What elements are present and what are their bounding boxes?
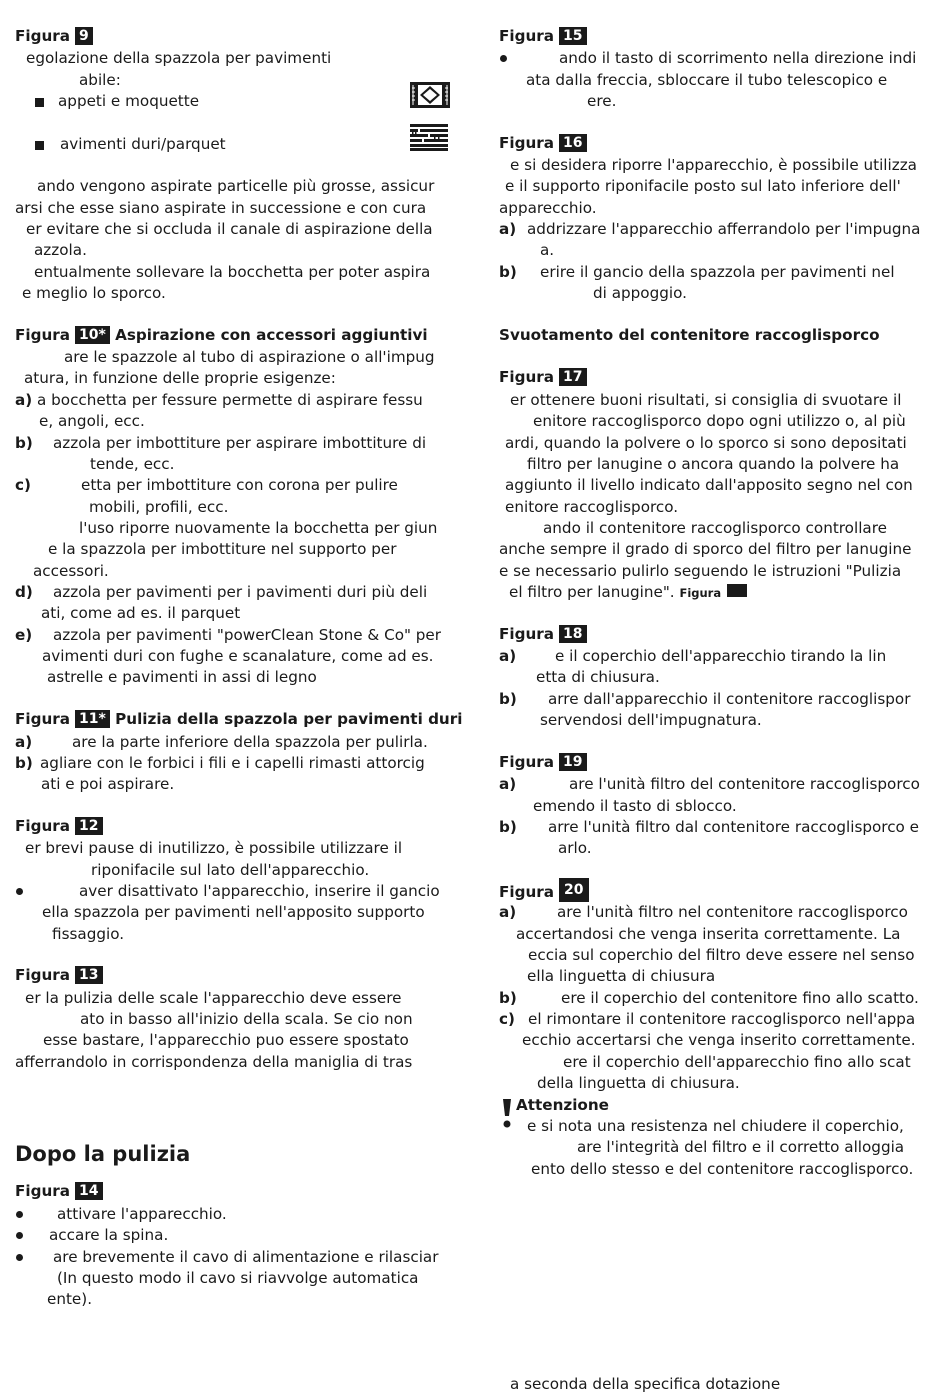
figure-reference: Figura	[679, 586, 722, 600]
bullet-square	[35, 141, 44, 150]
text-line: di appoggio.	[593, 284, 687, 302]
hardfloor-icon	[410, 124, 448, 151]
text-line: ando vengono aspirate particelle più grosse, assicur	[37, 177, 435, 195]
text-line: arlo.	[558, 839, 592, 857]
figure-number: 16	[559, 134, 586, 152]
text-line: della linguetta di chiusura.	[537, 1074, 740, 1092]
text-line: el filtro per lanugine". Figura	[509, 582, 747, 604]
text-line: fissaggio.	[52, 925, 125, 943]
text-line: are l'integrità del filtro e il corretto alloggia	[577, 1138, 905, 1156]
text-line: er la pulizia delle scale l'apparecchio deve essere	[25, 989, 402, 1007]
text-line: are l'unità filtro del contenitore raccoglisporco	[569, 775, 920, 793]
text-line: enitore raccoglisporco.	[505, 498, 679, 516]
text-line: azzola per imbottiture per aspirare imbottiture di	[53, 434, 427, 452]
text-line: e si nota una resistenza nel chiudere il coperchio,	[527, 1117, 904, 1135]
text-line: riponifacile sul lato dell'apparecchio.	[91, 861, 370, 879]
figure-number: 13	[75, 966, 102, 984]
text-line: agliare con le forbici i fili e i capelli rimasti attorcig	[40, 754, 425, 772]
text-line: e se necessario pulirlo seguendo le istruzioni "Pulizia	[499, 562, 902, 580]
text-line: e la spazzola per imbottiture nel supporto per	[48, 540, 397, 558]
text-line: ecchio accertarsi che venga inserito correttamente.	[522, 1031, 916, 1049]
text-line: ere il coperchio del contenitore fino allo scatto.	[561, 989, 919, 1007]
figure-20-heading: Figura 20	[499, 878, 589, 903]
text-line: ato in basso all'inizio della scala. Se cio non	[80, 1010, 413, 1028]
text-line: a bocchetta per fessure permette di aspirare fessu	[37, 391, 423, 409]
text-line: entualmente sollevare la bocchetta per poter aspira	[34, 263, 431, 281]
list-marker: a)	[499, 903, 517, 921]
text-line: ento dello stesso e del contenitore raccoglisporco.	[531, 1160, 914, 1178]
text-line: emendo il tasto di sblocco.	[533, 797, 737, 815]
subsection-heading: Svuotamento del contenitore raccoglisporco	[499, 326, 880, 344]
text-line: ella linguetta di chiusura	[527, 967, 716, 985]
text-line: er evitare che si occluda il canale di aspirazione della	[26, 220, 433, 238]
text-line: ardi, quando la polvere o lo sporco si sono depositati	[505, 434, 907, 452]
bullet-dot	[16, 1254, 23, 1261]
text-line: er brevi pause di inutilizzo, è possibile utilizzare il	[25, 839, 403, 857]
list-marker: a)	[15, 733, 33, 751]
text-line: filtro per lanugine o ancora quando la polvere ha	[527, 455, 900, 473]
text-line: mobili, profili, ecc.	[89, 498, 229, 516]
list-marker: c)	[499, 1010, 515, 1028]
list-marker: a)	[499, 220, 517, 238]
figure-title: Pulizia della spazzola per pavimenti duri	[115, 710, 463, 728]
footnote: a seconda della specifica dotazione	[510, 1375, 781, 1393]
text-line: azzola per pavimenti per i pavimenti duri più deli	[53, 583, 428, 601]
list-marker: e)	[15, 626, 33, 644]
text-line: arre dall'apparecchio il contenitore raccoglispor	[548, 690, 911, 708]
list-marker: a)	[499, 647, 517, 665]
text-line: attivare l'apparecchio.	[57, 1205, 227, 1223]
list-item: appeti e moquette	[58, 92, 200, 110]
text-line: etta di chiusura.	[536, 668, 660, 686]
text-line: avimenti duri con fughe e scanalature, come ad es.	[42, 647, 434, 665]
figure-9-heading: Figura 9	[15, 26, 93, 47]
text-line: aggiunto il livello indicato dall'apposito segno nel con	[505, 476, 913, 494]
text-line: e il supporto riponifacile posto sul lato inferiore dell'	[505, 177, 901, 195]
figure-12-heading: Figura 12	[15, 816, 103, 837]
text-line: ati e poi aspirare.	[41, 775, 175, 793]
text-line: ente).	[47, 1290, 93, 1308]
text-line: (In questo modo il cavo si riavvolge automatica	[57, 1269, 419, 1287]
text-line: afferrandolo in corrispondenza della maniglia di tras	[15, 1053, 413, 1071]
attention-title: Attenzione	[516, 1096, 609, 1114]
figure-13-heading: Figura 13	[15, 965, 103, 986]
bullet-square	[35, 98, 44, 107]
list-marker: b)	[499, 690, 517, 708]
figure-11-heading: Figura 11* Pulizia della spazzola per pavimenti duri	[15, 710, 463, 728]
figure-number: 19	[559, 753, 586, 771]
text-line: ere.	[587, 92, 617, 110]
text-line: astrelle e pavimenti in assi di legno	[47, 668, 317, 686]
figure-number: 18	[559, 625, 586, 643]
text-line: e meglio lo sporco.	[22, 284, 166, 302]
text-line: arre l'unità filtro dal contenitore raccoglisporco e	[548, 818, 920, 836]
figure-number: 10*	[75, 326, 110, 344]
figure-number: 20	[559, 878, 588, 902]
text-line: atura, in funzione delle proprie esigenze:	[24, 369, 336, 387]
text-line: ata dalla freccia, sbloccare il tubo telescopico e	[526, 71, 888, 89]
text-line: egolazione della spazzola per pavimenti	[26, 49, 332, 67]
figure-10-heading: Figura 10* Aspirazione con accessori aggiuntivi	[15, 326, 428, 344]
list-marker: b)	[499, 989, 517, 1007]
bullet-dot	[16, 1211, 23, 1218]
figure-title: Aspirazione con accessori aggiuntivi	[115, 326, 428, 344]
text-line: esse bastare, l'apparecchio puo essere spostato	[43, 1031, 409, 1049]
figure-16-heading: Figura 16	[499, 133, 587, 154]
text-line: abile:	[79, 71, 121, 89]
figure-17-heading: Figura 17	[499, 367, 587, 388]
text-line: anche sempre il grado di sporco del filtro per lanugine	[499, 540, 912, 558]
list-marker: d)	[15, 583, 33, 601]
text-line: tende, ecc.	[90, 455, 175, 473]
bullet-dot	[16, 888, 23, 895]
text-line: ati, come ad es. il parquet	[41, 604, 241, 622]
figure-reference-box	[727, 584, 747, 597]
text-line: apparecchio.	[499, 199, 597, 217]
list-marker: a)	[499, 775, 517, 793]
text-line: ere il coperchio dell'apparecchio fino allo scat	[563, 1053, 911, 1071]
figure-19-heading: Figura 19	[499, 752, 587, 773]
figure-18-heading: Figura 18	[499, 624, 587, 645]
list-item: avimenti duri/parquet	[60, 135, 226, 153]
text-line: accessori.	[33, 562, 109, 580]
carpet-icon	[410, 82, 450, 108]
text-line: servendosi dell'impugnatura.	[540, 711, 762, 729]
text-line: are l'unità filtro nel contenitore raccoglisporco	[557, 903, 908, 921]
list-marker: b)	[499, 818, 517, 836]
text-line: erire il gancio della spazzola per pavimenti nel	[540, 263, 895, 281]
list-marker: c)	[15, 476, 31, 494]
figure-number: 14	[75, 1182, 102, 1200]
text-line: e si desidera riporre l'apparecchio, è possibile utilizza	[510, 156, 917, 174]
text-line: a.	[540, 241, 555, 259]
list-marker: a)	[15, 391, 33, 409]
text-line: ella spazzola per pavimenti nell'apposito supporto	[42, 903, 425, 921]
text-line: e il coperchio dell'apparecchio tirando la lin	[555, 647, 887, 665]
text-line: arsi che esse siano aspirate in successione e con cura	[15, 199, 427, 217]
bullet-dot	[500, 55, 507, 62]
text-line: e, angoli, ecc.	[39, 412, 145, 430]
text-line: are brevemente il cavo di alimentazione e rilasciar	[53, 1248, 439, 1266]
text-line: er ottenere buoni risultati, si consiglia di svuotare il	[510, 391, 902, 409]
text-line: etta per imbottiture con corona per pulire	[81, 476, 398, 494]
text-line: ando il contenitore raccoglisporco controllare	[543, 519, 887, 537]
list-marker: b)	[499, 263, 517, 281]
list-marker: b)	[15, 434, 33, 452]
figure-number: 12	[75, 817, 102, 835]
figure-number: 9	[75, 27, 93, 45]
text-line: are la parte inferiore della spazzola per pulirla.	[72, 733, 428, 751]
list-marker: b)	[15, 754, 33, 772]
figure-number: 17	[559, 368, 586, 386]
text-line: el rimontare il contenitore raccoglisporco nell'appa	[528, 1010, 916, 1028]
text-line: are le spazzole al tubo di aspirazione o all'impug	[64, 348, 435, 366]
text-line: l'uso riporre nuovamente la bocchetta per giun	[79, 519, 438, 537]
text-line: accare la spina.	[49, 1226, 169, 1244]
figure-14-heading: Figura 14	[15, 1181, 103, 1202]
figure-number: 15	[559, 27, 586, 45]
text-line: ando il tasto di scorrimento nella direzione indi	[559, 49, 917, 67]
bullet-dot	[16, 1232, 23, 1239]
text-line: azzola.	[34, 241, 87, 259]
section-title: Dopo la pulizia	[15, 1142, 191, 1166]
text-line: azzola per pavimenti "powerClean Stone & Co" per	[53, 626, 442, 644]
text-line: accertandosi che venga inserita correttamente. La	[516, 925, 901, 943]
text-line: addrizzare l'apparecchio afferrandolo per l'impugna	[527, 220, 921, 238]
attention-icon	[501, 1099, 513, 1129]
text-line: enitore raccoglisporco dopo ogni utilizzo o, al più	[533, 412, 906, 430]
figure-15-heading: Figura 15	[499, 26, 587, 47]
text-line: eccia sul coperchio del filtro deve essere nel senso	[528, 946, 915, 964]
figure-number: 11*	[75, 710, 110, 728]
text-line: aver disattivato l'apparecchio, inserire il gancio	[79, 882, 440, 900]
